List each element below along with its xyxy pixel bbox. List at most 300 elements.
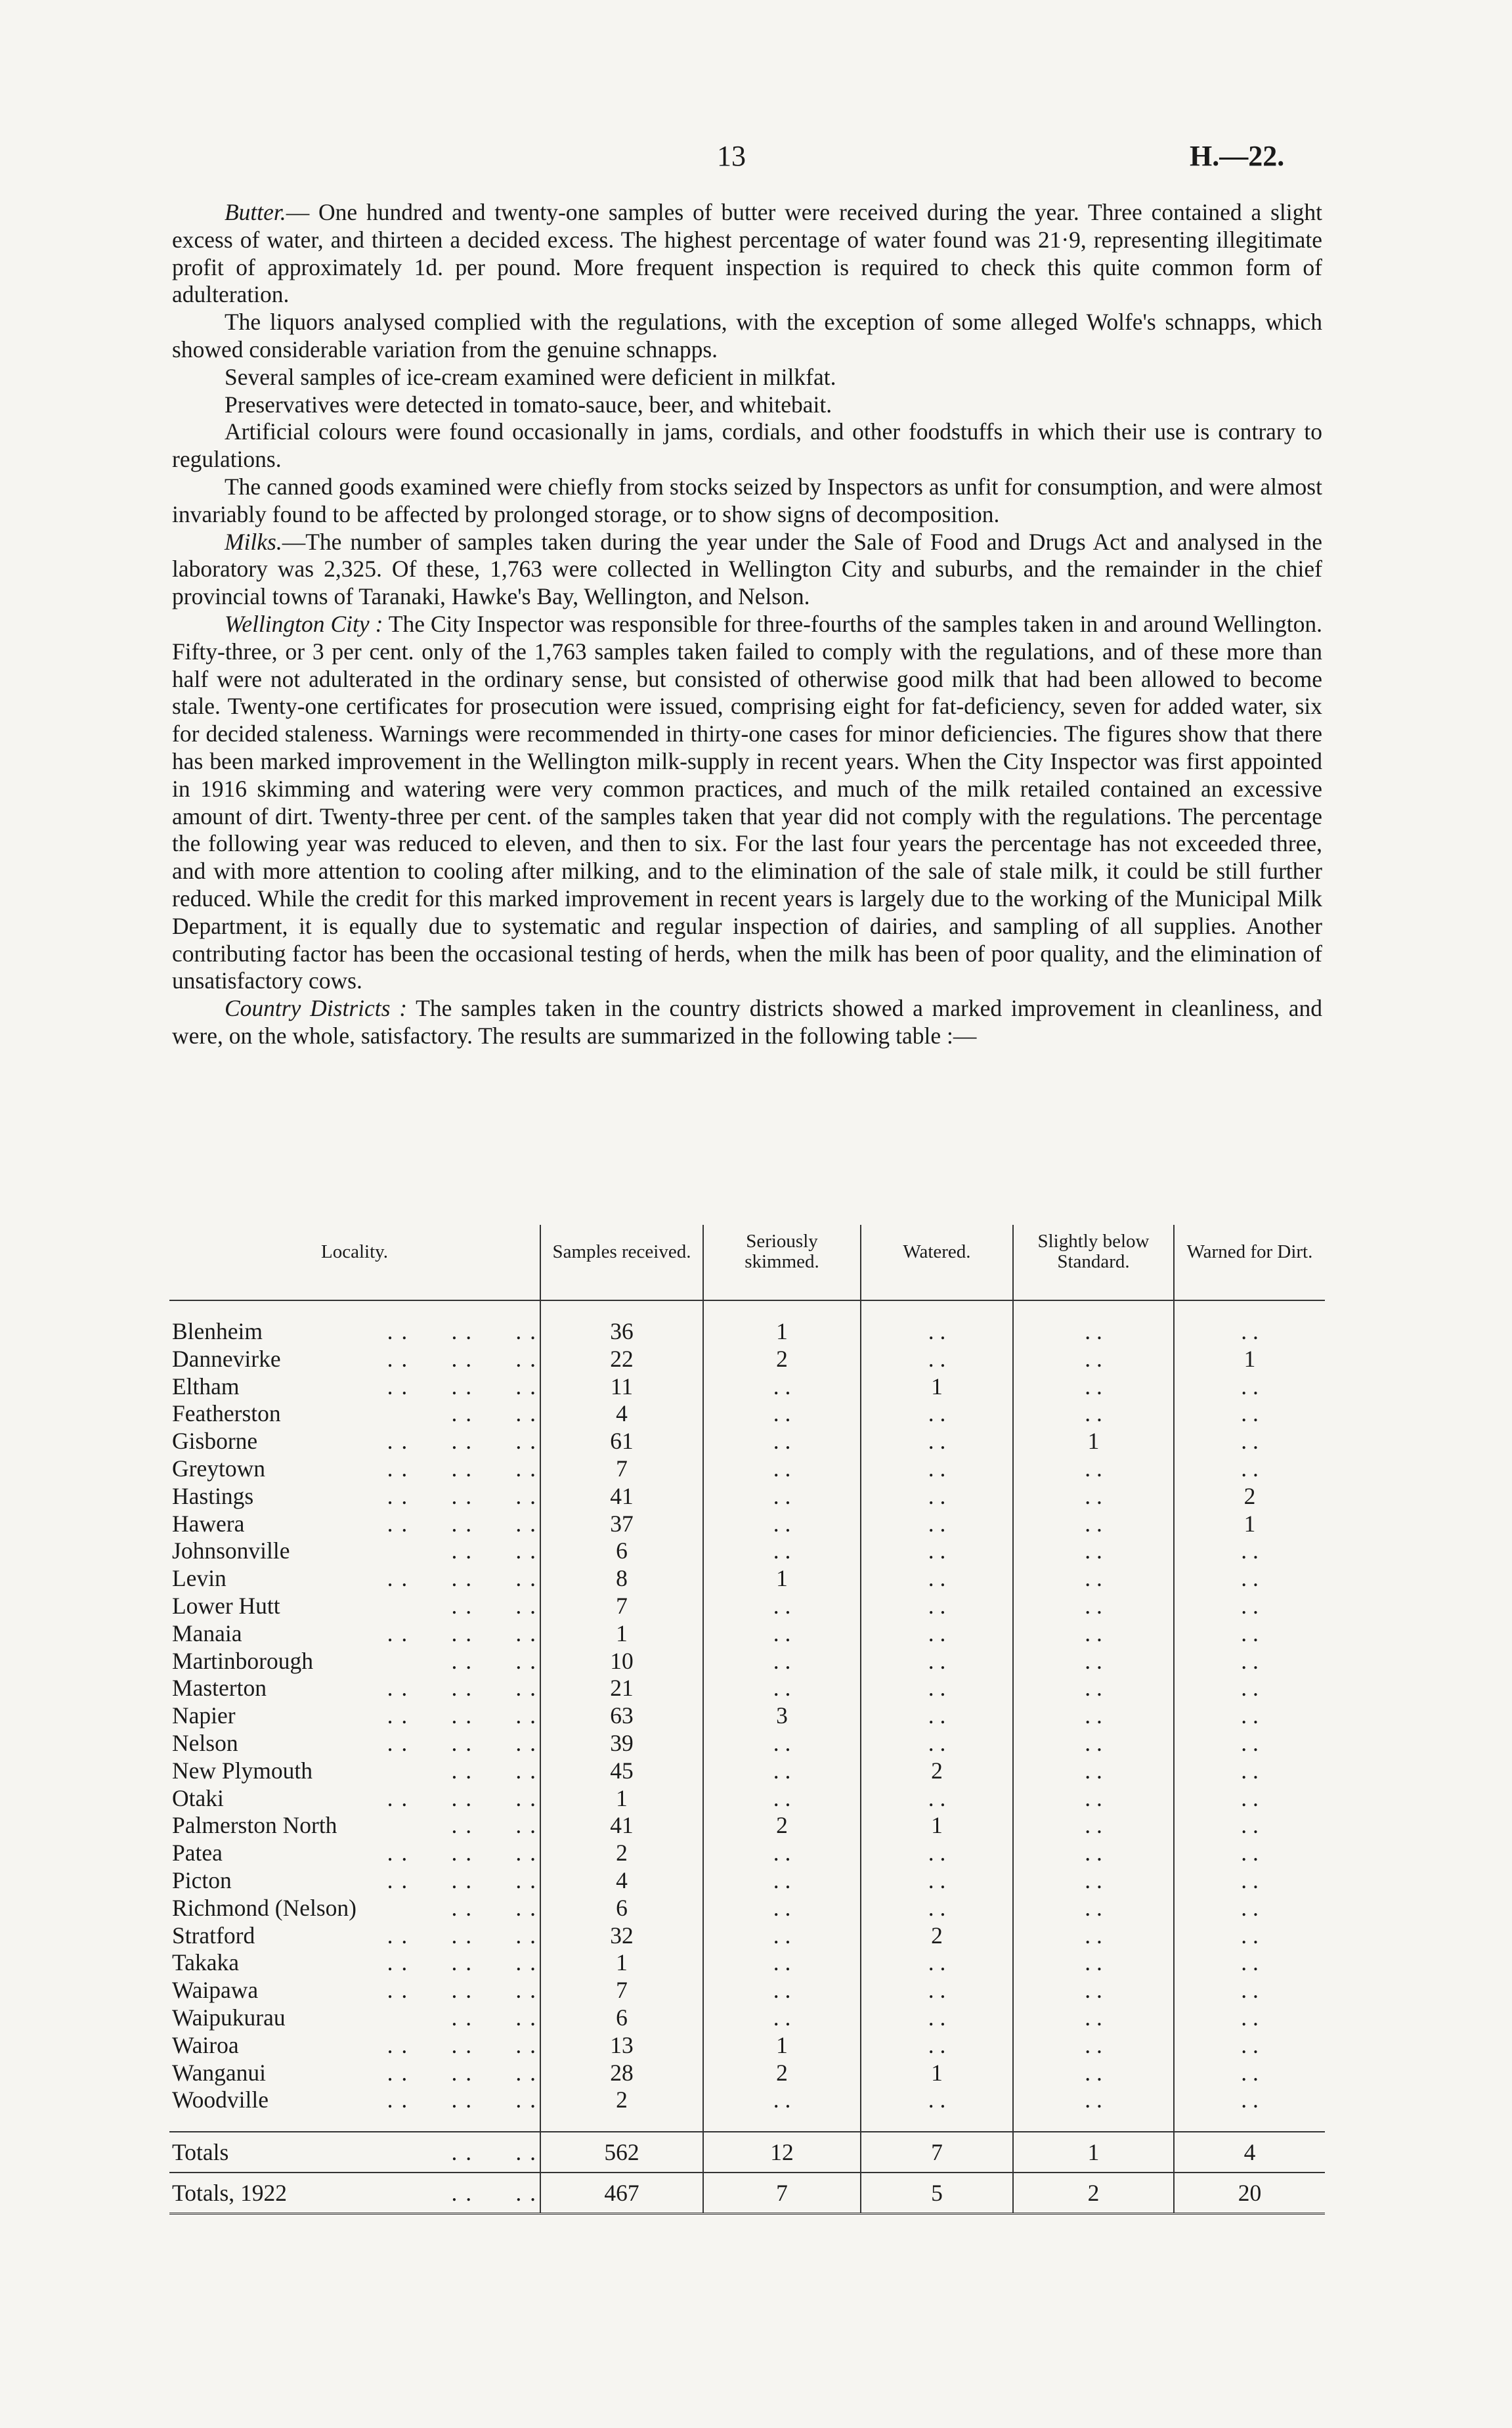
paragraph bbox=[172, 391, 1322, 419]
below-cell: . . bbox=[1013, 1922, 1174, 1950]
leader-dots: . . . . . . bbox=[387, 2059, 537, 2086]
column-header-warned-dirt: Warned for Dirt. bbox=[1174, 1225, 1325, 1300]
below-cell: . . bbox=[1013, 1867, 1174, 1895]
locality-name: Totals bbox=[172, 2139, 229, 2166]
leader-dots: . . . . . . bbox=[387, 1702, 537, 1729]
watered-cell: . . bbox=[861, 1840, 1013, 1867]
watered-cell: . . bbox=[861, 1949, 1013, 1977]
dirt-cell: . . bbox=[1174, 1648, 1325, 1675]
received-cell: 13 bbox=[540, 2032, 703, 2060]
dirt-cell: . . bbox=[1174, 2086, 1325, 2114]
skimmed-cell: 3 bbox=[703, 1702, 861, 1730]
paragraph-text: Preservatives were detected in tomato-sauce, beer, and whitebait. bbox=[225, 391, 832, 418]
table-body bbox=[169, 1300, 1325, 2214]
locality-cell bbox=[169, 2086, 540, 2114]
table-row bbox=[169, 1400, 1325, 1428]
leader-dots: . . . . bbox=[451, 2139, 537, 2166]
locality-name: Hawera bbox=[172, 1510, 245, 1537]
table-row bbox=[169, 1428, 1325, 1455]
column-header-locality: Locality. bbox=[169, 1225, 540, 1300]
below-cell: . . bbox=[1013, 2086, 1174, 2114]
skimmed-cell: 7 bbox=[703, 2173, 861, 2214]
table-row bbox=[169, 2032, 1325, 2060]
spacer-row bbox=[169, 1300, 1325, 1318]
spacer-cell bbox=[1013, 2114, 1174, 2132]
watered-cell: . . bbox=[861, 1867, 1013, 1895]
skimmed-cell: 1 bbox=[703, 1318, 861, 1346]
below-cell: . . bbox=[1013, 1648, 1174, 1675]
below-cell: . . bbox=[1013, 1565, 1174, 1593]
spacer-cell bbox=[169, 1300, 540, 1318]
received-cell: 2 bbox=[540, 1840, 703, 1867]
table-row bbox=[169, 1702, 1325, 1730]
locality-name: Gisborne bbox=[172, 1428, 258, 1455]
locality-cell bbox=[169, 2060, 540, 2087]
received-cell: 39 bbox=[540, 1730, 703, 1757]
watered-cell: 2 bbox=[861, 1922, 1013, 1950]
column-header-watered: Watered. bbox=[861, 1225, 1013, 1300]
dirt-cell: . . bbox=[1174, 1593, 1325, 1620]
dirt-cell: . . bbox=[1174, 1757, 1325, 1785]
dirt-cell: . . bbox=[1174, 1565, 1325, 1593]
body-text bbox=[172, 199, 1322, 1050]
table-row bbox=[169, 1620, 1325, 1648]
table-row bbox=[169, 1593, 1325, 1620]
dirt-cell: . . bbox=[1174, 1785, 1325, 1813]
watered-cell: . . bbox=[861, 2004, 1013, 2032]
below-cell: . . bbox=[1013, 1593, 1174, 1620]
below-cell: . . bbox=[1013, 1977, 1174, 2004]
below-cell: . . bbox=[1013, 1730, 1174, 1757]
locality-name: Greytown bbox=[172, 1455, 265, 1482]
leader-dots: . . . . . . bbox=[387, 1729, 537, 1756]
below-cell: . . bbox=[1013, 1537, 1174, 1565]
below-cell: . . bbox=[1013, 1757, 1174, 1785]
below-cell: . . bbox=[1013, 2004, 1174, 2032]
dirt-cell: . . bbox=[1174, 1318, 1325, 1346]
paragraph bbox=[172, 418, 1322, 474]
skimmed-cell: . . bbox=[703, 2004, 861, 2032]
dirt-cell: . . bbox=[1174, 1620, 1325, 1648]
locality-name: Eltham bbox=[172, 1373, 240, 1400]
table-row bbox=[169, 1483, 1325, 1511]
received-cell: 7 bbox=[540, 1455, 703, 1483]
watered-cell: . . bbox=[861, 1346, 1013, 1373]
spacer-cell bbox=[1174, 1300, 1325, 1318]
below-cell: . . bbox=[1013, 2032, 1174, 2060]
skimmed-cell: 1 bbox=[703, 2032, 861, 2060]
locality-cell bbox=[169, 1922, 540, 1950]
table-row bbox=[169, 1922, 1325, 1950]
column-header-skimmed: Seriously skimmed. bbox=[703, 1225, 861, 1300]
locality-cell bbox=[169, 1537, 540, 1565]
dirt-cell: . . bbox=[1174, 1977, 1325, 2004]
dirt-cell: . . bbox=[1174, 1428, 1325, 1455]
locality-name: Lower Hutt bbox=[172, 1592, 280, 1619]
watered-cell: . . bbox=[861, 1675, 1013, 1702]
dirt-cell: . . bbox=[1174, 1840, 1325, 1867]
watered-cell: . . bbox=[861, 1483, 1013, 1511]
dirt-cell: . . bbox=[1174, 2004, 1325, 2032]
watered-cell: . . bbox=[861, 1455, 1013, 1483]
locality-cell bbox=[169, 1702, 540, 1730]
paragraph-lead: Milks. bbox=[225, 528, 282, 555]
received-cell: 7 bbox=[540, 1977, 703, 2004]
table-row bbox=[169, 1675, 1325, 1702]
locality-name: Hastings bbox=[172, 1482, 254, 1509]
paragraph bbox=[172, 611, 1322, 995]
table-row bbox=[169, 1373, 1325, 1401]
dirt-cell: 2 bbox=[1174, 1483, 1325, 1511]
leader-dots: . . . . bbox=[451, 1894, 537, 1921]
leader-dots: . . . . . . bbox=[387, 1675, 537, 1702]
leader-dots: . . . . . . bbox=[387, 1428, 537, 1455]
locality-name: Patea bbox=[172, 1840, 223, 1866]
leader-dots: . . . . . . bbox=[387, 1345, 537, 1372]
paragraph-lead: Butter. bbox=[225, 199, 286, 225]
skimmed-cell: . . bbox=[703, 1922, 861, 1950]
locality-cell bbox=[169, 1373, 540, 1401]
received-cell: 4 bbox=[540, 1400, 703, 1428]
received-cell: 7 bbox=[540, 1593, 703, 1620]
watered-cell: . . bbox=[861, 1565, 1013, 1593]
locality-name: Totals, 1922 bbox=[172, 2180, 288, 2207]
paragraph-text: Artificial colours were found occasionally in jams, cordials, and other foodstuffs in which their use is contrary to regulations. bbox=[172, 418, 1322, 473]
locality-cell bbox=[169, 1648, 540, 1675]
skimmed-cell: . . bbox=[703, 1428, 861, 1455]
watered-cell: . . bbox=[861, 2032, 1013, 2060]
below-cell: . . bbox=[1013, 1785, 1174, 1813]
watered-cell: . . bbox=[861, 1785, 1013, 1813]
received-cell: 41 bbox=[540, 1812, 703, 1840]
received-cell: 61 bbox=[540, 1428, 703, 1455]
table-row bbox=[169, 1565, 1325, 1593]
table-row bbox=[169, 2060, 1325, 2087]
received-cell: 1 bbox=[540, 1949, 703, 1977]
skimmed-cell: . . bbox=[703, 1511, 861, 1538]
paragraph-lead: Wellington City : bbox=[225, 610, 383, 637]
paragraph-text: — One hundred and twenty-one samples of butter were received during the year. Three contained a slight excess of water, and thirteen a decided excess. The highest percentage of water found was 21·9, representing illegitimate profit of approximately 1d. per pound. More frequent inspection is required to check this quite common form of adulteration. bbox=[172, 199, 1322, 308]
received-cell: 63 bbox=[540, 1702, 703, 1730]
received-cell: 21 bbox=[540, 1675, 703, 1702]
locality-cell bbox=[169, 1757, 540, 1785]
table-row bbox=[169, 1318, 1325, 1346]
received-cell: 10 bbox=[540, 1648, 703, 1675]
skimmed-cell: 12 bbox=[703, 2132, 861, 2173]
dirt-cell: . . bbox=[1174, 1812, 1325, 1840]
skimmed-cell: 1 bbox=[703, 1565, 861, 1593]
below-cell: . . bbox=[1013, 1455, 1174, 1483]
locality-cell bbox=[169, 1730, 540, 1757]
received-cell: 6 bbox=[540, 1537, 703, 1565]
below-cell: 1 bbox=[1013, 1428, 1174, 1455]
dirt-cell: . . bbox=[1174, 1867, 1325, 1895]
received-cell: 467 bbox=[540, 2173, 703, 2214]
leader-dots: . . . . bbox=[451, 1537, 537, 1564]
leader-dots: . . . . . . bbox=[387, 2031, 537, 2058]
skimmed-cell: . . bbox=[703, 1977, 861, 2004]
dirt-cell: . . bbox=[1174, 1949, 1325, 1977]
locality-name: Stratford bbox=[172, 1922, 255, 1949]
received-cell: 36 bbox=[540, 1318, 703, 1346]
received-cell: 562 bbox=[540, 2132, 703, 2173]
skimmed-cell: 2 bbox=[703, 2060, 861, 2087]
locality-cell bbox=[169, 2173, 540, 2214]
totals-row bbox=[169, 2132, 1325, 2173]
received-cell: 8 bbox=[540, 1565, 703, 1593]
leader-dots: . . . . . . bbox=[387, 1840, 537, 1866]
received-cell: 32 bbox=[540, 1922, 703, 1950]
watered-cell: 1 bbox=[861, 1373, 1013, 1401]
leader-dots: . . . . . . bbox=[387, 1922, 537, 1949]
leader-dots: . . . . . . bbox=[387, 1784, 537, 1811]
below-cell: . . bbox=[1013, 1840, 1174, 1867]
watered-cell: . . bbox=[861, 1400, 1013, 1428]
below-cell: . . bbox=[1013, 1400, 1174, 1428]
table-row bbox=[169, 1895, 1325, 1922]
locality-cell bbox=[169, 1565, 540, 1593]
leader-dots: . . . . . . bbox=[387, 1373, 537, 1400]
watered-cell: 2 bbox=[861, 1757, 1013, 1785]
watered-cell: . . bbox=[861, 1428, 1013, 1455]
dirt-cell: 1 bbox=[1174, 1511, 1325, 1538]
received-cell: 28 bbox=[540, 2060, 703, 2087]
locality-cell bbox=[169, 1785, 540, 1813]
milk-samples-table bbox=[169, 1225, 1325, 2215]
dirt-cell: . . bbox=[1174, 2032, 1325, 2060]
document-reference: H.—22. bbox=[1190, 140, 1285, 172]
locality-name: Waipawa bbox=[172, 1977, 259, 2004]
watered-cell: . . bbox=[861, 1702, 1013, 1730]
table-row bbox=[169, 1949, 1325, 1977]
locality-cell bbox=[169, 1318, 540, 1346]
locality-name: Napier bbox=[172, 1702, 236, 1729]
locality-name: Palmerston North bbox=[172, 1812, 337, 1839]
skimmed-cell: 2 bbox=[703, 1812, 861, 1840]
locality-cell bbox=[169, 1400, 540, 1428]
spacer-cell bbox=[703, 2114, 861, 2132]
table-row bbox=[169, 1730, 1325, 1757]
below-cell: . . bbox=[1013, 2060, 1174, 2087]
dirt-cell: . . bbox=[1174, 1373, 1325, 1401]
skimmed-cell: 2 bbox=[703, 1346, 861, 1373]
table-row bbox=[169, 1455, 1325, 1483]
locality-name: Dannevirke bbox=[172, 1345, 281, 1372]
below-cell: . . bbox=[1013, 1620, 1174, 1648]
locality-cell bbox=[169, 1593, 540, 1620]
leader-dots: . . . . . . bbox=[387, 1565, 537, 1592]
page-number: 13 bbox=[717, 140, 746, 172]
locality-cell bbox=[169, 1675, 540, 1702]
column-header-received: Samples received. bbox=[540, 1225, 703, 1300]
below-cell: 1 bbox=[1013, 2132, 1174, 2173]
locality-name: Featherston bbox=[172, 1400, 281, 1427]
below-cell: . . bbox=[1013, 1895, 1174, 1922]
skimmed-cell: . . bbox=[703, 1400, 861, 1428]
locality-name: Woodville bbox=[172, 2086, 269, 2113]
skimmed-cell: . . bbox=[703, 1593, 861, 1620]
dirt-cell: . . bbox=[1174, 2060, 1325, 2087]
leader-dots: . . . . bbox=[451, 2004, 537, 2031]
paragraph-text: Several samples of ice-cream examined were deficient in milkfat. bbox=[225, 363, 836, 390]
watered-cell: . . bbox=[861, 1648, 1013, 1675]
table-row bbox=[169, 2086, 1325, 2114]
dirt-cell: . . bbox=[1174, 1702, 1325, 1730]
paragraph-text: —The number of samples taken during the year under the Sale of Food and Drugs Act and analysed in the laboratory was 2,325. Of these, 1,763 were collected in Wellington City and suburbs, and the remainder in the chief provincial towns of Taranaki, Hawke's Bay, Wellington, and Nelson. bbox=[172, 528, 1322, 610]
locality-name: Masterton bbox=[172, 1675, 267, 1702]
received-cell: 45 bbox=[540, 1757, 703, 1785]
spacer-row bbox=[169, 2114, 1325, 2132]
watered-cell: 1 bbox=[861, 1812, 1013, 1840]
skimmed-cell: . . bbox=[703, 1455, 861, 1483]
table-row bbox=[169, 1537, 1325, 1565]
watered-cell: 5 bbox=[861, 2173, 1013, 2214]
skimmed-cell: . . bbox=[703, 1730, 861, 1757]
dirt-cell: . . bbox=[1174, 1922, 1325, 1950]
table-row bbox=[169, 1812, 1325, 1840]
skimmed-cell: . . bbox=[703, 1949, 861, 1977]
column-header-below-standard: Slightly below Standard. bbox=[1013, 1225, 1174, 1300]
table-row bbox=[169, 1346, 1325, 1373]
received-cell: 1 bbox=[540, 1620, 703, 1648]
locality-cell bbox=[169, 1895, 540, 1922]
locality-cell bbox=[169, 2004, 540, 2032]
leader-dots: . . . . . . bbox=[387, 1620, 537, 1646]
locality-cell bbox=[169, 1455, 540, 1483]
locality-name: Wairoa bbox=[172, 2031, 239, 2058]
dirt-cell: . . bbox=[1174, 1675, 1325, 1702]
paragraph-text: The City Inspector was responsible for three-fourths of the samples taken in and around Wellington. Fifty-three, or 3 per cent. only of the 1,763 samples taken failed to comply with the regulations, and of these more than half were not adulterated in the ordinary sense, but consisted of otherwise good milk that had been allowed to become stale. Twenty-one certificates for prosecution were issued, comprising eight for fat-deficiency, seven for added water, six for decided staleness. Warnings were recommended in thirty-one cases for minor deficiencies. The figures show that there has been marked improvement in the Wellington milk-supply in recent years. When the City Inspector was first appointed in 1916 skimming and watering were very common practices, and much of the milk retailed contained an excessive amount of dirt. Twenty-three per cent. of the samples taken that year did not comply with the regulations. The percentage the following year was reduced to eleven, and then to six. For the last four years the percentage has not exceeded three, and with more attention to cooling after milking, and to the elimination of the sale of stale milk, it could be still further reduced. While the credit for this marked improvement in recent years is largely due to the working of the Municipal Milk Department, it is equally due to systematic and regular inspection of dairies, and sampling of all supplies. Another contributing factor has been the occasional testing of herds, when the milk has been of poor quality, and the elimination of unsatisfactory cows. bbox=[172, 610, 1322, 994]
watered-cell: . . bbox=[861, 1318, 1013, 1346]
locality-cell bbox=[169, 1483, 540, 1511]
locality-cell bbox=[169, 1949, 540, 1977]
below-cell: . . bbox=[1013, 1318, 1174, 1346]
locality-cell bbox=[169, 1511, 540, 1538]
paragraph bbox=[172, 474, 1322, 529]
dirt-cell: . . bbox=[1174, 1537, 1325, 1565]
leader-dots: . . . . . . bbox=[387, 2086, 537, 2113]
leader-dots: . . . . bbox=[451, 1757, 537, 1784]
table-row bbox=[169, 1867, 1325, 1895]
locality-cell bbox=[169, 1620, 540, 1648]
paragraph-text: The liquors analysed complied with the regulations, with the exception of some alleged Wolfe's schnapps, which showed considerable variation from the genuine schnapps. bbox=[172, 309, 1322, 363]
leader-dots: . . . . . . bbox=[387, 1977, 537, 2004]
locality-name: Manaia bbox=[172, 1620, 242, 1646]
totals-row bbox=[169, 2173, 1325, 2214]
locality-cell bbox=[169, 1346, 540, 1373]
locality-name: Martinborough bbox=[172, 1647, 313, 1674]
skimmed-cell: . . bbox=[703, 1757, 861, 1785]
below-cell: 2 bbox=[1013, 2173, 1174, 2214]
below-cell: . . bbox=[1013, 1373, 1174, 1401]
dirt-cell: 4 bbox=[1174, 2132, 1325, 2173]
watered-cell: . . bbox=[861, 1730, 1013, 1757]
spacer-cell bbox=[1013, 1300, 1174, 1318]
skimmed-cell: . . bbox=[703, 1620, 861, 1648]
skimmed-cell: . . bbox=[703, 1895, 861, 1922]
received-cell: 22 bbox=[540, 1346, 703, 1373]
locality-name: Picton bbox=[172, 1866, 232, 1893]
below-cell: . . bbox=[1013, 1702, 1174, 1730]
watered-cell: . . bbox=[861, 1620, 1013, 1648]
paragraph bbox=[172, 529, 1322, 611]
locality-name: Nelson bbox=[172, 1729, 238, 1756]
locality-cell bbox=[169, 1867, 540, 1895]
leader-dots: . . . . . . bbox=[387, 1318, 537, 1344]
watered-cell: . . bbox=[861, 2086, 1013, 2114]
spacer-cell bbox=[861, 2114, 1013, 2132]
locality-cell bbox=[169, 1977, 540, 2004]
spacer-cell bbox=[1174, 2114, 1325, 2132]
locality-name: Levin bbox=[172, 1565, 227, 1592]
skimmed-cell: . . bbox=[703, 1373, 861, 1401]
dirt-cell: . . bbox=[1174, 1895, 1325, 1922]
leader-dots: . . . . bbox=[451, 1400, 537, 1427]
paragraph bbox=[172, 995, 1322, 1050]
locality-name: Johnsonville bbox=[172, 1537, 290, 1564]
locality-name: Takaka bbox=[172, 1949, 239, 1976]
leader-dots: . . . . bbox=[451, 1812, 537, 1839]
received-cell: 6 bbox=[540, 1895, 703, 1922]
paragraph bbox=[172, 309, 1322, 364]
skimmed-cell: . . bbox=[703, 1537, 861, 1565]
dirt-cell: 1 bbox=[1174, 1346, 1325, 1373]
below-cell: . . bbox=[1013, 1949, 1174, 1977]
spacer-cell bbox=[540, 1300, 703, 1318]
leader-dots: . . . . . . bbox=[387, 1455, 537, 1482]
table-row bbox=[169, 1785, 1325, 1813]
leader-dots: . . . . . . bbox=[387, 1482, 537, 1509]
dirt-cell: . . bbox=[1174, 1730, 1325, 1757]
table-row bbox=[169, 2004, 1325, 2032]
table-row bbox=[169, 1757, 1325, 1785]
below-cell: . . bbox=[1013, 1675, 1174, 1702]
table-row bbox=[169, 1977, 1325, 2004]
locality-name: Waipukurau bbox=[172, 2004, 286, 2031]
skimmed-cell: . . bbox=[703, 1483, 861, 1511]
locality-cell bbox=[169, 1840, 540, 1867]
watered-cell: 7 bbox=[861, 2132, 1013, 2173]
received-cell: 37 bbox=[540, 1511, 703, 1538]
skimmed-cell: . . bbox=[703, 2086, 861, 2114]
skimmed-cell: . . bbox=[703, 1675, 861, 1702]
received-cell: 6 bbox=[540, 2004, 703, 2032]
paragraph-lead: Country Districts : bbox=[225, 995, 408, 1022]
locality-cell bbox=[169, 2132, 540, 2173]
locality-cell bbox=[169, 1428, 540, 1455]
table-row bbox=[169, 1511, 1325, 1538]
spacer-cell bbox=[703, 1300, 861, 1318]
locality-cell bbox=[169, 1812, 540, 1840]
leader-dots: . . . . . . bbox=[387, 1949, 537, 1976]
locality-name: Blenheim bbox=[172, 1318, 263, 1344]
watered-cell: . . bbox=[861, 1537, 1013, 1565]
paragraph-text: The canned goods examined were chiefly from stocks seized by Inspectors as unfit for consumption, and were almost invariably found to be affected by prolonged storage, or to show signs of decomposition. bbox=[172, 473, 1322, 527]
below-cell: . . bbox=[1013, 1346, 1174, 1373]
received-cell: 2 bbox=[540, 2086, 703, 2114]
table-header-row bbox=[169, 1225, 1325, 1300]
watered-cell: . . bbox=[861, 1895, 1013, 1922]
locality-name: Richmond (Nelson) bbox=[172, 1894, 357, 1921]
leader-dots: . . . . bbox=[451, 1647, 537, 1674]
skimmed-cell: . . bbox=[703, 1867, 861, 1895]
dirt-cell: . . bbox=[1174, 1455, 1325, 1483]
below-cell: . . bbox=[1013, 1511, 1174, 1538]
leader-dots: . . . . bbox=[451, 2180, 537, 2207]
received-cell: 1 bbox=[540, 1785, 703, 1813]
table-row bbox=[169, 1840, 1325, 1867]
skimmed-cell: . . bbox=[703, 1840, 861, 1867]
